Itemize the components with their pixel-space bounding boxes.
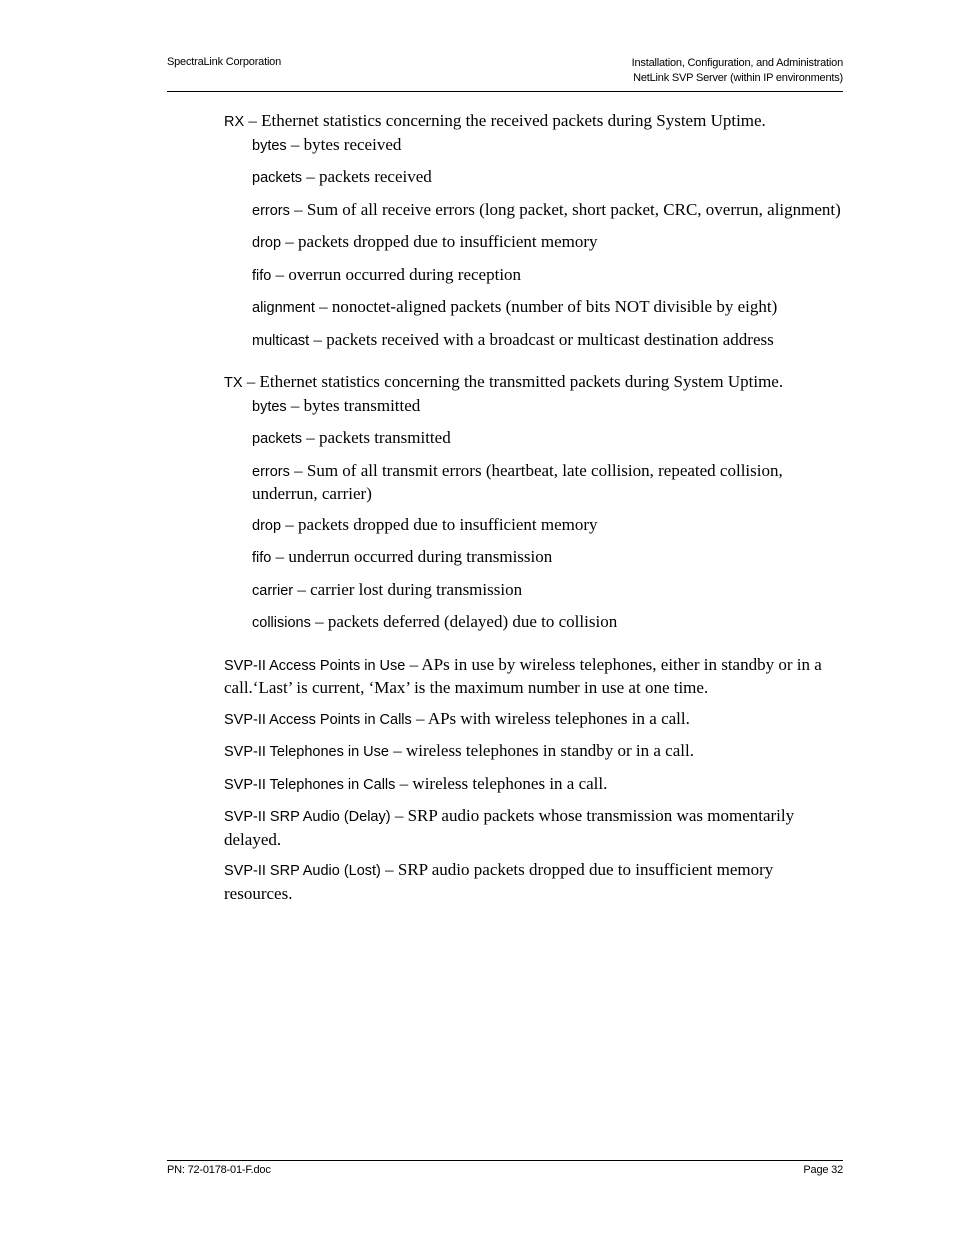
company-name: SpectraLink Corporation [167, 56, 282, 68]
svp-term: SVP-II Access Points in Use [224, 657, 406, 674]
page-number: Page 32 [803, 1164, 843, 1176]
tx-item [252, 514, 844, 538]
tx-item-term: drop [252, 517, 282, 534]
rx-item [252, 134, 844, 158]
tx-item-desc: – packets transmitted [301, 428, 451, 447]
rx-item [252, 264, 844, 288]
tx-item-desc: – carrier lost during transmission [293, 579, 523, 599]
rx-item [252, 296, 844, 320]
svp-paragraph [224, 773, 844, 797]
page-footer [167, 1160, 843, 1176]
svp-paragraph [224, 740, 844, 764]
rx-section [224, 110, 844, 352]
tx-item-term: carrier [252, 582, 294, 599]
rx-item [252, 166, 844, 190]
rx-item-term: multicast [252, 332, 310, 349]
document-title-line2: NetLink SVP Server (within IP environments) [633, 72, 843, 84]
rx-item-term: fifo [252, 267, 272, 284]
rx-item-term: drop [252, 235, 282, 251]
tx-item-desc: – packets deferred (delayed) due to collision [310, 612, 618, 631]
document-title-line1: Installation, Configuration, and Administration [631, 57, 843, 69]
svp-paragraph [224, 708, 844, 732]
document-title [632, 56, 843, 86]
rx-item-desc: – overrun occurred during reception [271, 264, 522, 284]
tx-item [252, 546, 844, 570]
svp-paragraph [224, 805, 844, 850]
tx-heading [224, 371, 844, 395]
svp-term: SVP-II SRP Audio (Delay) [224, 809, 391, 825]
tx-section [224, 371, 844, 635]
svp-term: SVP-II Access Points in Calls [224, 711, 412, 728]
page-body [224, 110, 844, 913]
rx-item [252, 231, 844, 255]
svp-desc: – wireless telephones in a call. [395, 773, 608, 793]
tx-item [252, 395, 844, 419]
tx-item-term: collisions [252, 615, 311, 631]
rx-description: – Ethernet statistics concerning the received packets during System Uptime. [244, 111, 766, 130]
rx-heading [224, 110, 844, 134]
rx-item-desc: – packets dropped due to insufficient memory [281, 232, 598, 251]
tx-description: – Ethernet statistics concerning the transmitted packets during System Uptime. [242, 372, 784, 391]
svp-desc: – APs with wireless telephones in a call. [411, 708, 690, 728]
svp-desc: – SRP audio packets whose transmission was momentarily delayed. [224, 806, 795, 849]
svp-desc: – SRP audio packets dropped due to insufficient memory resources. [224, 860, 774, 903]
svp-term: SVP-II Telephones in Use [224, 744, 389, 760]
tx-item [252, 579, 844, 603]
tx-item [252, 611, 844, 635]
tx-item-term: packets [252, 431, 302, 447]
tx-item-desc: – Sum of all transmit errors (heartbeat, late collision, repeated collision, underrun, carrier) [252, 460, 783, 503]
rx-item-desc: – nonoctet-aligned packets (number of bits NOT divisible by eight) [314, 297, 778, 316]
tx-item-desc: – packets dropped due to insufficient memory [281, 514, 598, 534]
tx-term: TX [224, 375, 243, 391]
rx-item [252, 329, 844, 353]
part-number: PN: 72-0178-01-F.doc [167, 1164, 271, 1176]
tx-item-desc: – bytes transmitted [286, 395, 421, 415]
rx-item-term: bytes [252, 137, 287, 154]
rx-item-desc: – packets received [301, 167, 432, 186]
rx-item [252, 199, 844, 223]
rx-item-term: packets [252, 170, 302, 186]
rx-item-term: alignment [252, 300, 315, 316]
svp-term: SVP-II SRP Audio (Lost) [224, 863, 381, 879]
rx-item-desc: – Sum of all receive errors (long packet, short packet, CRC, overrun, alignment) [289, 199, 841, 219]
rx-term: RX [224, 114, 245, 130]
svp-paragraph [224, 859, 844, 904]
svp-desc: – wireless telephones in standby or in a call. [388, 741, 694, 760]
rx-item-desc: – bytes received [286, 134, 402, 154]
tx-item-term: fifo [252, 550, 272, 566]
svp-desc: – APs in use by wireless telephones, either in standby or in a call.‘Last’ is current, ‘Max’ is the maximum number in use at one time. [224, 654, 822, 697]
svp-section [224, 654, 844, 905]
tx-item [252, 460, 844, 505]
tx-item [252, 427, 844, 451]
page-header [167, 54, 843, 92]
tx-item-term: errors [252, 463, 290, 480]
tx-item-term: bytes [252, 398, 287, 415]
svp-paragraph [224, 654, 844, 699]
rx-item-desc: – packets received with a broadcast or multicast destination address [309, 329, 774, 349]
tx-item-desc: – underrun occurred during transmission [271, 547, 553, 566]
svp-term: SVP-II Telephones in Calls [224, 776, 396, 793]
rx-item-term: errors [252, 202, 290, 219]
